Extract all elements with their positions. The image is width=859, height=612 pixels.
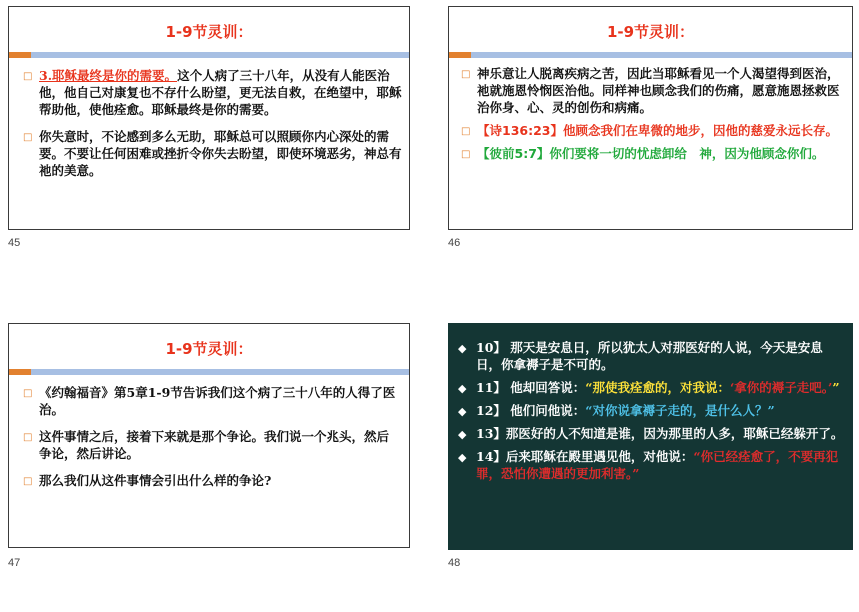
page-number: 46 <box>448 237 461 249</box>
slide-47 <box>8 323 410 548</box>
bullet-list <box>23 384 401 489</box>
list-item <box>23 128 403 179</box>
body-text: 这件事情之后，接着下来就是那个争论。我们说一个兆头，然后争论，然后讲论。 <box>39 429 390 461</box>
list-item <box>461 145 849 162</box>
list-item <box>458 402 846 419</box>
slide-48 <box>448 323 853 550</box>
body-text: 《约翰福音》第5章1-9节告诉我们这个病了三十八年的人得了医治。 <box>39 385 396 417</box>
body-text: 你失意时，不论感到多么无助，耶稣总可以照顾你内心深处的需要。不要让任何困难或挫折令你失去盼望，即使环境恶劣，神总有祂的美意。 <box>39 129 402 178</box>
square-bullet-icon: □ <box>23 132 33 143</box>
square-bullet-icon: □ <box>461 126 471 137</box>
square-bullet-icon: □ <box>461 149 471 160</box>
square-bullet-icon: □ <box>461 69 471 80</box>
highlighted-text: 3.耶稣最终是你的需要。 <box>39 68 178 83</box>
diamond-bullet-icon: ◆ <box>458 428 467 441</box>
slide-45 <box>8 6 410 230</box>
divider-accent <box>449 52 471 58</box>
slide-title: 1-9节灵训： <box>165 340 253 358</box>
body-text: 神乐意让人脱离疾病之苦，因此当耶稣看见一个人渴望得到医治，祂就施恩怜悯医治他。同样神也顾念我们的伤痛，愿意施恩拯救医治你身、心、灵的创伤和病痛。 <box>477 66 840 115</box>
square-bullet-icon: □ <box>23 388 33 399</box>
list-item <box>23 428 401 462</box>
body-text: 这个人病了三十八年，从没有人能医治他，他自己对康复也不存什么盼望，更无法自救，在绝望中，耶稣帮助他，使他痊愈。耶稣最终是你的需要。 <box>39 68 402 117</box>
verse-text: 12】 他们问他说： <box>476 403 586 418</box>
slide-title: 1-9节灵训： <box>606 23 695 41</box>
verse-text: 13】那医好的人不知道是谁，因为那里的人多，耶稣已经躲开了。 <box>476 426 844 441</box>
verse-text: 14】后来耶稣在殿里遇见他，对他说： <box>476 449 694 464</box>
list-item <box>461 122 849 139</box>
list-item <box>458 425 846 442</box>
list-item <box>461 65 849 116</box>
bullet-list <box>23 67 403 179</box>
list-item <box>23 67 403 118</box>
inner-quote-text: ‘拿你的褥子走吧。’ <box>729 380 833 395</box>
title-divider-bar <box>449 52 852 58</box>
slide-title: 1-9节灵训： <box>165 23 253 41</box>
title-divider-bar <box>9 369 409 375</box>
list-item <box>458 448 846 482</box>
quote-text: “你已经痊愈了，不要再犯罪，恐怕你遭遇的更加利害。” <box>476 449 839 481</box>
page-number: 45 <box>8 237 21 249</box>
list-item <box>458 379 846 396</box>
diamond-bullet-icon: ◆ <box>458 451 467 464</box>
page-number: 47 <box>8 557 21 569</box>
diamond-bullet-icon: ◆ <box>458 342 467 355</box>
quote-text: “那使我痊愈的，对我说： <box>585 380 730 395</box>
divider-accent <box>9 52 31 58</box>
slide-46 <box>448 6 853 230</box>
bullet-list <box>461 65 849 162</box>
diamond-bullet-icon: ◆ <box>458 382 467 395</box>
title-divider-bar <box>9 52 409 58</box>
diamond-bullet-icon: ◆ <box>458 405 467 418</box>
list-item <box>23 384 401 418</box>
verse-text: 【诗136:23】他顾念我们在卑微的地步，因他的慈爱永远长存。 <box>477 123 838 138</box>
bullet-list <box>458 339 846 482</box>
list-item <box>458 339 846 373</box>
quote-text: “对你说拿褥子走的，是什么人？” <box>585 403 775 418</box>
divider-accent <box>9 369 31 375</box>
body-text: 那么我们从这件事情会引出什么样的争论? <box>39 473 272 488</box>
verse-text: 【彼前5:7】你们要将一切的忧虑卸给 神，因为他顾念你们。 <box>477 146 825 161</box>
square-bullet-icon: □ <box>23 476 33 487</box>
verse-text: 11】 他却回答说： <box>476 380 586 395</box>
square-bullet-icon: □ <box>23 71 33 82</box>
square-bullet-icon: □ <box>23 432 33 443</box>
list-item <box>23 472 401 489</box>
page-number: 48 <box>448 557 461 569</box>
quote-close: ” <box>832 380 840 395</box>
verse-text: 10】 那天是安息日，所以犹太人对那医好的人说，今天是安息日，你拿褥子是不可的。 <box>476 340 823 372</box>
